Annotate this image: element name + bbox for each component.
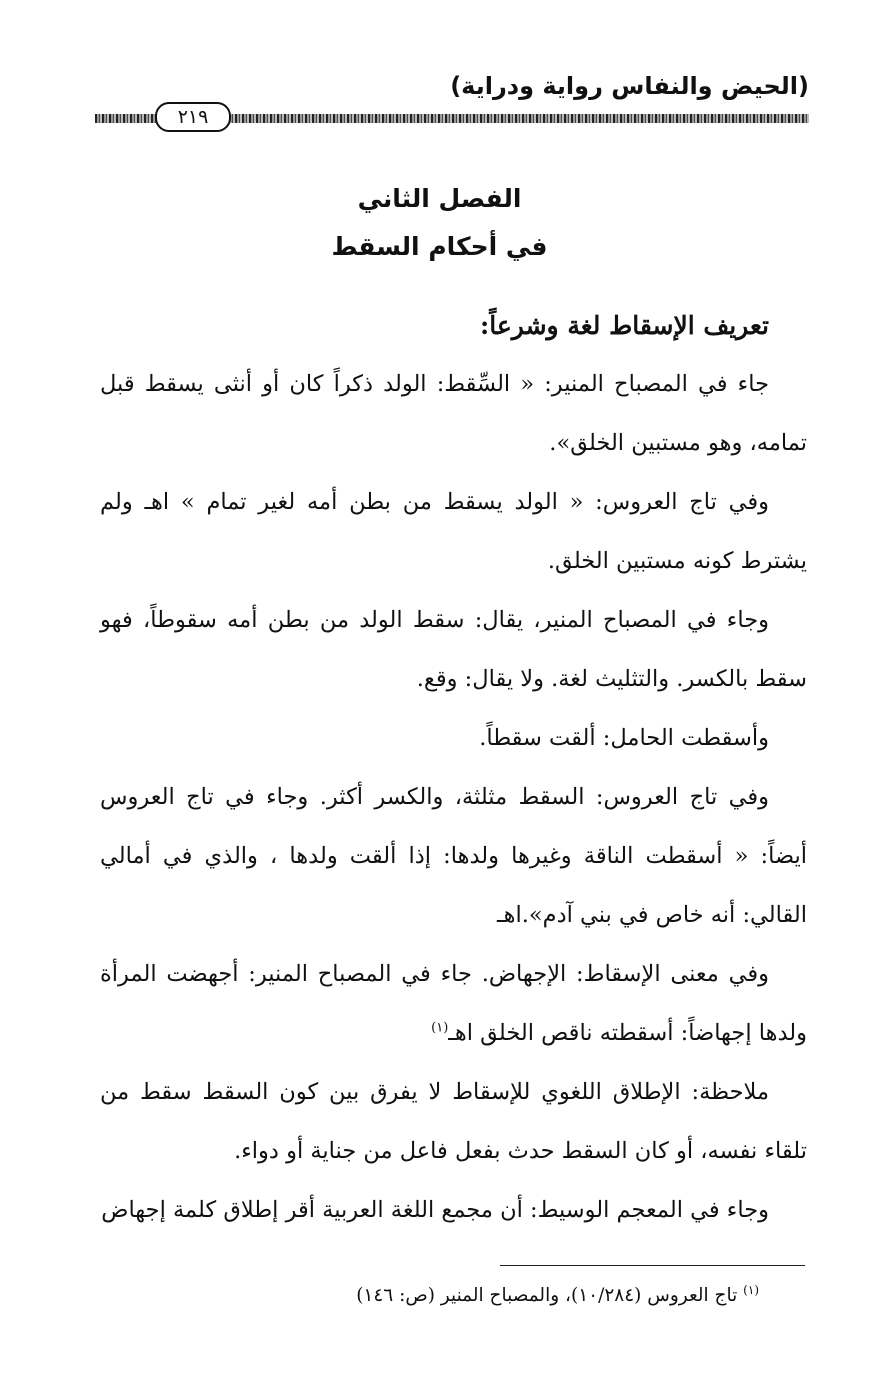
footnote-marker: (١)	[743, 1282, 759, 1297]
chapter-subtitle: في أحكام السقط	[331, 232, 548, 261]
paragraph: جاء في المصباح المنير: « السِّقط: الولد ذكراً كان أو أنثى يسقط قبل تمامه، وهو مستبين الخلق».	[100, 371, 807, 456]
running-title: (الحيض والنفاس رواية ودراية)	[450, 72, 809, 100]
body-text	[100, 296, 807, 1240]
paragraph: وفي تاج العروس: « الولد يسقط من بطن أمه لغير تمام » اهـ ولم يشترط كونه مستبين الخلق.	[100, 489, 807, 574]
paragraph: وجاء في المعجم الوسيط: أن مجمع اللغة العربية أقر إطلاق كلمة إجهاض	[101, 1197, 769, 1223]
section-heading: تعريف الإسقاط لغة وشرعاً:	[480, 311, 769, 340]
page-number: ٢١٩	[155, 102, 231, 132]
footnote-text: تاج العروس (١٠/٢٨٤)، والمصباح المنير (ص: ١٤٦)	[356, 1285, 738, 1306]
paragraph-text: وفي معنى الإسقاط: الإجهاض. جاء في المصباح المنير: أجهضت المرأة ولدها إجهاضاً: أسقطته ناقص الخلق اهـ	[100, 961, 807, 1046]
paragraph: ملاحظة: الإطلاق اللغوي للإسقاط لا يفرق بين كون السقط سقط من تلقاء نفسه، أو كان السقط حدث بفعل فاعل من جناية أو دواء.	[100, 1079, 807, 1164]
paragraph: وأسقطت الحامل: ألقت سقطاً.	[479, 725, 769, 751]
footnote-separator	[500, 1265, 805, 1266]
paragraph: وجاء في المصباح المنير، يقال: سقط الولد من بطن أمه سقوطاً، فهو سقط بالكسر. والتثليث لغة. ولا يقال: وقع.	[100, 607, 807, 692]
footnote-reference[interactable]: (١)	[431, 1020, 449, 1036]
paragraph-with-footnote	[100, 945, 807, 1063]
footnote	[356, 1282, 759, 1306]
chapter-title: الفصل الثاني	[357, 184, 522, 213]
paragraph: وفي تاج العروس: السقط مثلثة، والكسر أكثر. وجاء في تاج العروس أيضاً: « أسقطت الناقة وغيرها ولدها: إذا ألقت ولدها ، والذي في أمالي القالي: أنه خاص في بني آدم».اهـ	[100, 784, 807, 928]
